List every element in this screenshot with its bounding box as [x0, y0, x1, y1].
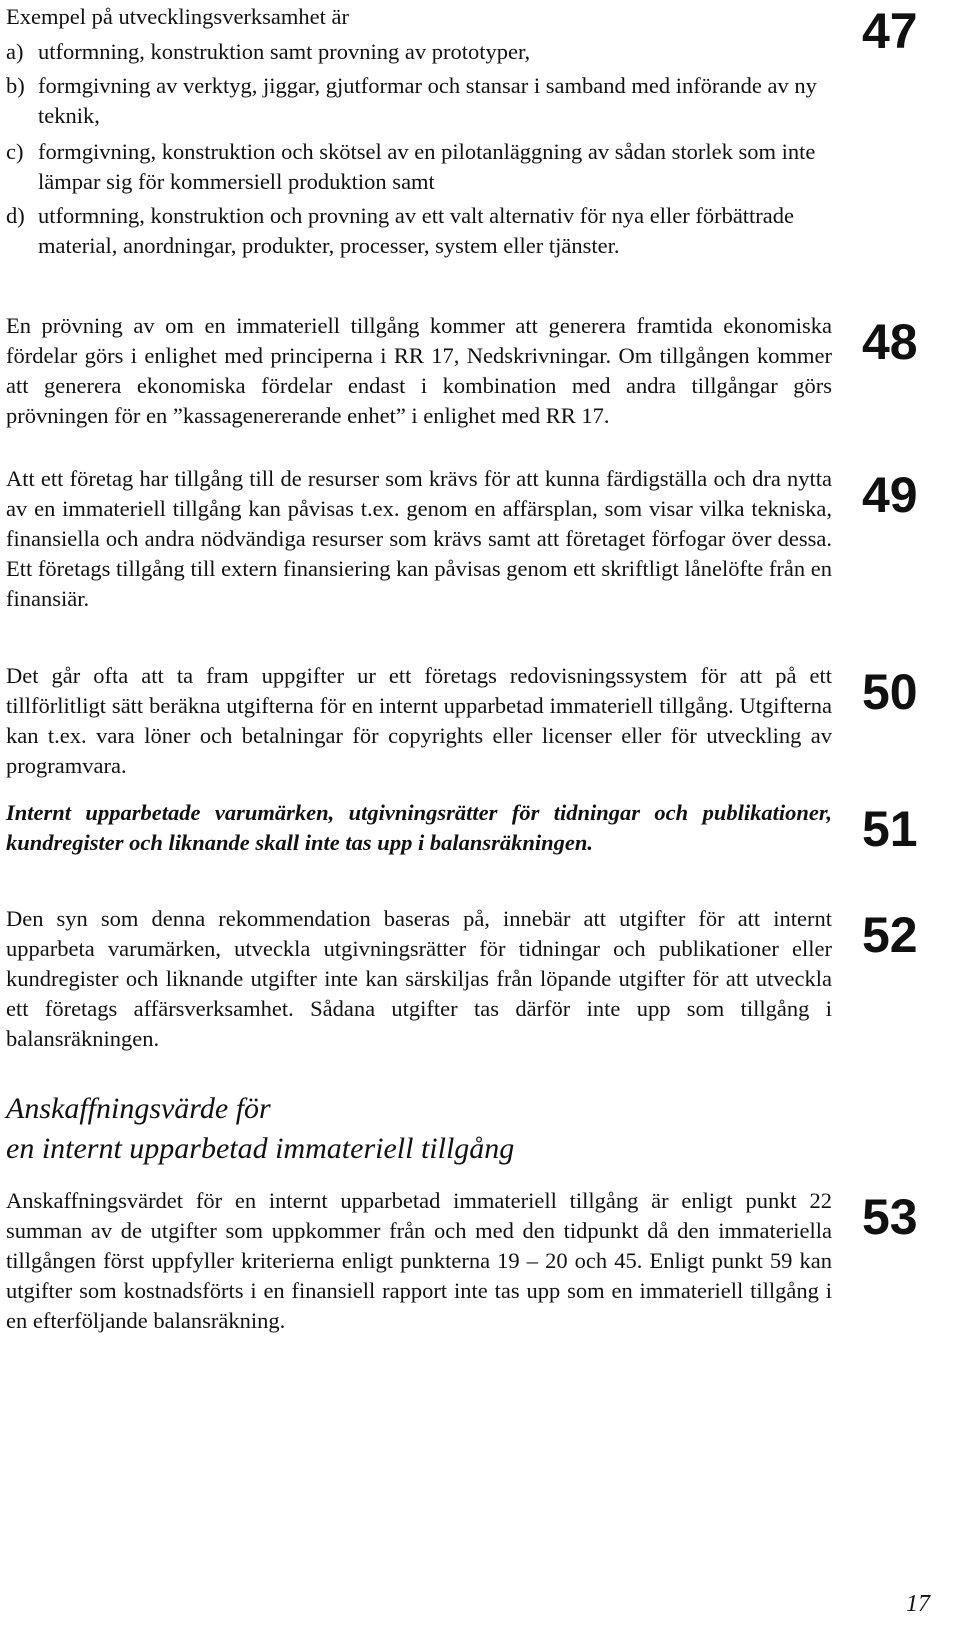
paragraph-number-48: 48 — [862, 314, 918, 370]
list-item-a — [6, 37, 832, 67]
list-item-b — [6, 71, 832, 131]
paragraph-53: Anskaffningsvärdet för en internt upparbetad immateriell tillgång är enligt punkt 22 summan av de utgifter som uppkommer från och med den tidpunkt då den immateriella tillgången först uppfyller kriterierna enligt punkterna 19 – 20 och 45. Enligt punkt 59 kan utgifter som kostnadsförts i en finansiell rapport inte tas upp som en immateriell tillgång i en efterföljande balansräkning. — [6, 1188, 832, 1333]
list-text: utformning, konstruktion samt provning av prototyper, — [38, 39, 531, 64]
section-heading-line-1: Anskaffningsvärde för — [6, 1092, 271, 1125]
list-item-c — [6, 137, 832, 197]
paragraph-51: Internt upparbetade varumärken, utgivningsrätter för tidningar och publikationer, kundregister och liknande skall inte tas upp i balansräkningen. — [6, 800, 832, 855]
list-text: formgivning av verktyg, jiggar, gjutformar och stansar i samband med införande av ny teknik, — [38, 73, 817, 128]
paragraph-number-52: 52 — [862, 907, 918, 963]
list-label: c) — [6, 139, 24, 164]
paragraph-52: Den syn som denna rekommendation baseras på, innebär att utgifter för att internt upparbeta varumärken, utveckla utgivningsrätter för tidningar och publikationer eller kundregister och liknande utgifter inte kan särskiljas från löpande utgifter för att utveckla ett företags affärsverksamhet. Sådana utgifter tas därför inte upp som tillgång i balansräkningen. — [6, 906, 832, 1051]
paragraph-49: Att ett företag har tillgång till de resurser som krävs för att kunna färdigställa och dra nytta av en immateriell tillgång kan påvisas t.ex. genom en affärsplan, som visar vilka tekniska, finansiella och andra nödvändiga resurser som krävs samt att företaget förfogar över dessa. Ett företags tillgång till extern finansiering kan påvisas genom ett skriftligt lånelöfte från en finansiär. — [6, 466, 832, 611]
section-heading-line-2: en internt upparbetad immateriell tillgång — [6, 1132, 515, 1165]
paragraph-48: En prövning av om en immateriell tillgång kommer att generera framtida ekonomiska fördelar görs i enlighet med principerna i RR 17, Nedskrivningar. Om tillgången kommer att generera ekonomiska fördelar endast i kombination med andra tillgångar görs prövningen för en ”kassagenererande enhet” i enlighet med RR 17. — [6, 313, 832, 428]
list-label: d) — [6, 203, 25, 228]
paragraph-number-50: 50 — [862, 664, 918, 720]
paragraph-50: Det går ofta att ta fram uppgifter ur ett företags redovisningssystem för att på ett tillförlitligt sätt beräkna utgifterna för en internt upparbetad immateriell tillgång. Utgifterna kan t.ex. vara löner och betalningar för copyrights eller licenser eller för utveckling av programvara. — [6, 663, 832, 778]
paragraph-number-47: 47 — [862, 3, 918, 59]
list-text: formgivning, konstruktion och skötsel av en pilotanläggning av sådan storlek som inte lämpar sig för kommersiell produktion samt — [38, 139, 816, 194]
page-number: 17 — [906, 1591, 930, 1617]
list-text: utformning, konstruktion och provning av ett valt alternativ för nya eller förbättrade material, anordningar, produkter, processer, system eller tjänster. — [38, 203, 795, 258]
list-label: b) — [6, 73, 25, 98]
paragraph-number-53: 53 — [862, 1189, 918, 1245]
list-item-d — [6, 201, 832, 261]
section-heading — [6, 1089, 832, 1169]
paragraph-number-49: 49 — [862, 467, 918, 523]
intro-text: Exempel på utvecklingsverksamhet är — [6, 4, 350, 29]
list-label: a) — [6, 39, 24, 64]
paragraph-number-51: 51 — [862, 801, 918, 857]
